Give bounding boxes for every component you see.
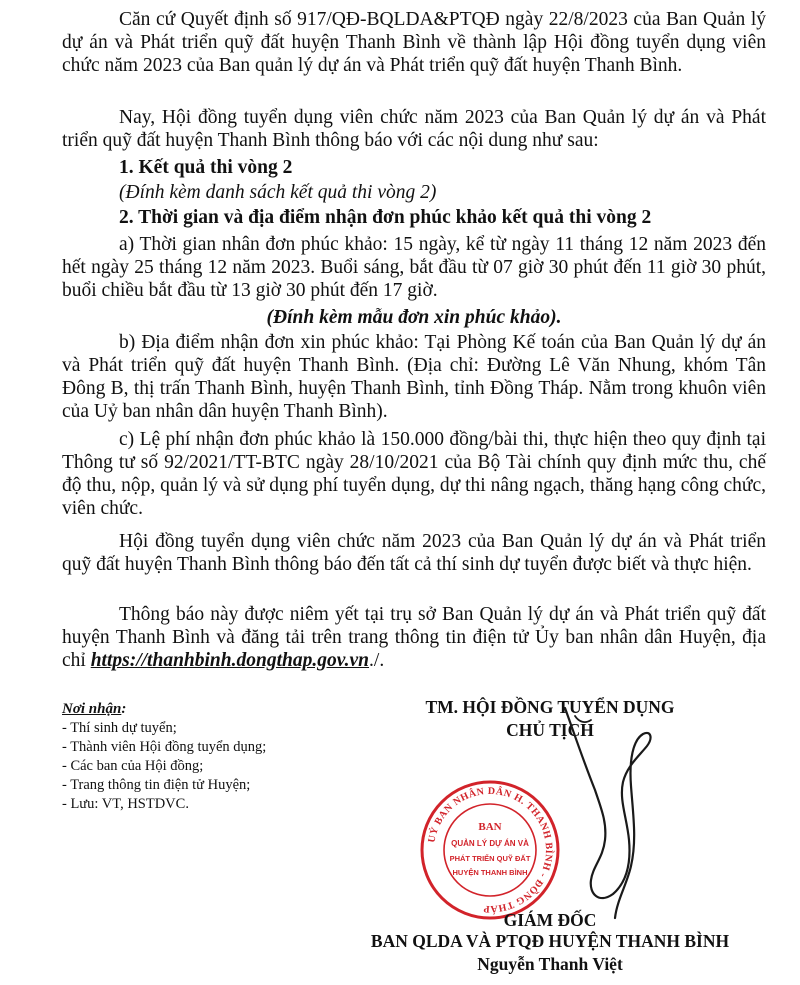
item-a-time: a) Thời gian nhân đơn phúc khảo: 15 ngày, kể từ ngày 11 tháng 12 năm 2023 đến hết ngày 25 tháng 12 năm 2023. Buổi sáng, bắt đầu từ 07 giờ 30 phút đến 11 giờ 30 phút, buổi chiều bắt đầu từ 13 giờ 30 phút đến 17 giờ. bbox=[62, 234, 766, 301]
signature-stroke bbox=[575, 716, 591, 722]
signature-position: CHỦ TỊCH bbox=[506, 720, 594, 740]
signer-name: Nguyễn Thanh Việt bbox=[477, 954, 623, 974]
paragraph-announcement: Hội đồng tuyển dụng viên chức năm 2023 của Ban Quản lý dự án và Phát triển quỹ đất huyện Thanh Bình thông báo đến tất cả thí sinh dự tuyển được biết và thực hiện. bbox=[62, 531, 766, 575]
recipient-item: - Trang thông tin điện tử Huyện; bbox=[62, 777, 251, 793]
recipient-item: - Lưu: VT, HSTDVC. bbox=[62, 796, 189, 812]
stamp-center-line: BAN bbox=[478, 821, 502, 833]
recipient-item: - Các ban của Hội đồng; bbox=[62, 758, 204, 774]
item-a-note: (Đính kèm mẫu đơn xin phúc khảo). bbox=[266, 307, 562, 328]
section-1-title: 1. Kết quả thi vòng 2 bbox=[119, 157, 293, 178]
signer-title: GIÁM ĐỐC bbox=[503, 910, 597, 930]
section-2-title: 2. Thời gian và địa điểm nhận đơn phúc khảo kết quả thi vòng 2 bbox=[119, 207, 652, 228]
posting-text: Thông báo này được niêm yết tại trụ sở Ban Quản lý dự án và Phát triển quỹ đất huyện Thanh Bình và đăng tải trên trang thông tin điện tử Ủy ban nhân dân Huyện, địa chỉ bbox=[62, 604, 766, 671]
stamp-center-line: PHÁT TRIỂN QUỸ ĐẤT bbox=[449, 854, 531, 863]
posting-suffix: ./. bbox=[369, 650, 385, 671]
section-1-note: (Đính kèm danh sách kết quả thi vòng 2) bbox=[119, 182, 437, 203]
recipients-heading: Nơi nhận bbox=[62, 701, 122, 717]
item-c-fee: c) Lệ phí nhận đơn phúc khảo là 150.000 đồng/bài thi, thực hiện theo quy định tại Thông tư số 92/2021/TT-BTC ngày 28/10/2021 của Bộ Tài chính quy định mức thu, chế độ thu, nộp, quản lý và sử dụng phí tuyển dụng, dự thi nâng ngạch, thăng hạng công chức, viên chức. bbox=[62, 429, 766, 519]
recipient-item: - Thành viên Hội đồng tuyển dụng; bbox=[62, 739, 267, 755]
paragraph-intro: Nay, Hội đồng tuyển dụng viên chức năm 2023 của Ban Quản lý dự án và Phát triển quỹ đất huyện Thanh Bình thông báo với các nội dung như sau: bbox=[62, 107, 766, 151]
stamp-center-line: QUẢN LÝ DỰ ÁN VÀ bbox=[451, 839, 529, 848]
item-b-location: b) Địa điểm nhận đơn xin phúc khảo: Tại Phòng Kế toán của Ban Quản lý dự án và Phát triển quỹ đất huyện Thanh Bình. (Địa chỉ: Đường Lê Văn Nhung, khóm Tân Đông B, thị trấn Thanh Bình, huyện Thanh Bình, tỉnh Đồng Tháp. Nằm trong khuôn viên của Uỷ ban nhân dân huyện Thanh Bình). bbox=[62, 332, 766, 422]
paragraph-posting bbox=[62, 603, 766, 672]
stamp-inner-ring bbox=[444, 804, 536, 896]
recipients-block bbox=[62, 700, 362, 814]
recipients-colon: : bbox=[121, 701, 127, 717]
stamp-center-line: HUYỆN THANH BÌNH bbox=[452, 868, 528, 877]
paragraph-legal-basis: Căn cứ Quyết định số 917/QĐ-BQLDA&PTQĐ ngày 22/8/2023 của Ban Quản lý dự án và Phát triển quỹ đất huyện Thanh Bình về thành lập Hội đồng tuyển dụng viên chức năm 2023 của Ban quản lý dự án và Phát triển quỹ đất huyện Thanh Bình. bbox=[62, 9, 766, 76]
signer-organization: BAN QLDA VÀ PTQĐ HUYỆN THANH BÌNH bbox=[370, 931, 730, 951]
signature-stroke bbox=[565, 708, 650, 918]
website-link[interactable]: https://thanhbinh.dongthap.gov.vn bbox=[90, 650, 370, 671]
stamp-ring-text: UỶ BAN NHÂN DÂN H. THANH BÌNH - ĐỒNG THÁP bbox=[426, 785, 555, 915]
signature-authority-line: TM. HỘI ĐỒNG TUYỂN DỤNG bbox=[425, 697, 675, 717]
recipient-item: - Thí sinh dự tuyển; bbox=[62, 720, 177, 736]
handwritten-signature bbox=[535, 690, 675, 930]
